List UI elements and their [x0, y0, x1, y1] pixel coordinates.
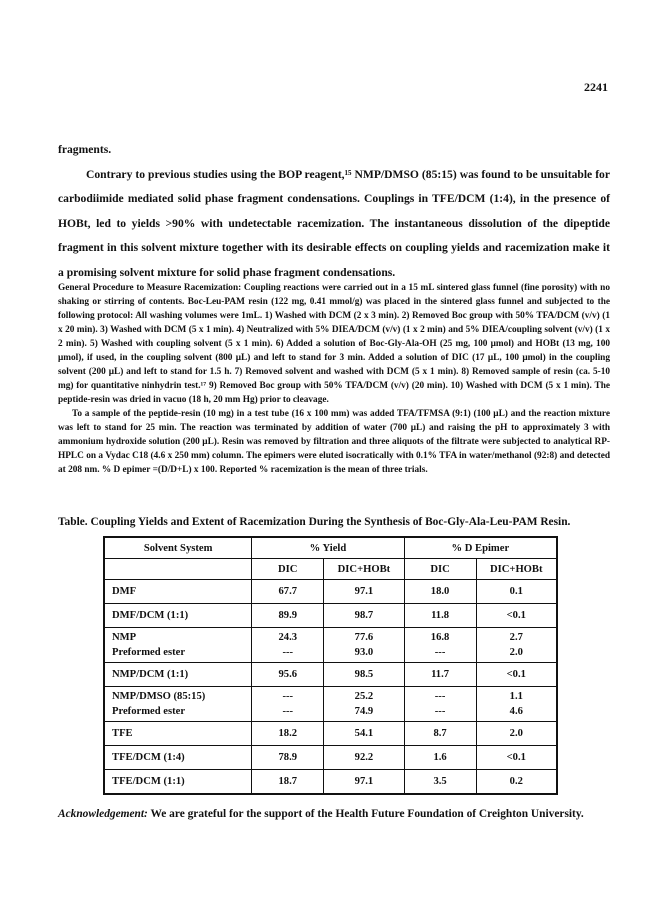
- subheader-epimer-dic-hobt: DIC+HOBt: [476, 559, 557, 580]
- table-caption: Table. Coupling Yields and Extent of Racemization During the Synthesis of Boc-Gly-Ala-Leu-PAM Resin.: [58, 516, 571, 528]
- intro-paragraph: Contrary to previous studies using the BOP reagent,¹⁵ NMP/DMSO (85:15) was found to be unsuitable for carbodiimide mediated solid phase fragment condensations. Couplings in TFE/DCM (1:4), in the presence of HOBt, led to yields >90% with undetectable racemization. The instantaneous dissolution of the dipeptide fragment in this solvent mixture together with its desirable effects on coupling yields and racemization make it a promising solvent mixture for solid phase fragment condensations.: [58, 167, 610, 279]
- value: 24.3: [278, 632, 298, 643]
- solvent-preformed: Preformed ester: [112, 647, 186, 658]
- solvent-cell: TFE/DCM (1:1): [104, 770, 252, 795]
- yield-dic-cell: 78.9: [252, 746, 324, 770]
- epimer-hobt-cell: <0.1: [476, 604, 557, 628]
- epimer-hobt-cell: <0.1: [476, 746, 557, 770]
- yield-dic-cell: 95.6: [252, 663, 324, 687]
- yield-hobt-cell: [324, 628, 404, 663]
- value-preformed: 93.0: [354, 647, 374, 658]
- yield-dic-cell: [252, 687, 324, 722]
- epimer-hobt-cell: [476, 628, 557, 663]
- page-number: 2241: [584, 80, 608, 94]
- table-row: [104, 663, 557, 687]
- yield-hobt-cell: 92.2: [324, 746, 404, 770]
- header-yield: % Yield: [252, 537, 404, 559]
- yield-hobt-cell: 98.5: [324, 663, 404, 687]
- epimer-dic-cell: 11.8: [404, 604, 476, 628]
- table-row: [104, 770, 557, 795]
- epimer-dic-cell: [404, 628, 476, 663]
- acknowledgement-text: We are grateful for the support of the Health Future Foundation of Creighton University.: [147, 808, 584, 820]
- epimer-hobt-cell: 0.2: [476, 770, 557, 795]
- epimer-dic-cell: 3.5: [404, 770, 476, 795]
- value: 1.1: [509, 691, 523, 702]
- epimer-dic-cell: 18.0: [404, 580, 476, 604]
- header-d-epimer: % D Epimer: [404, 537, 557, 559]
- procedure-body: Coupling reactions were carried out in a 15 mL sintered glass funnel (fine porosity) with no shaking or stirring of contents. Boc-Leu-PAM resin (122 mg, 0.41 mmol/g) was placed in the sintered glass funnel and subjected to the following protocol: All washing volumes were 1mL. 1) Washed with DCM (2 x 3 min). 2) Removed Boc group with 50% TFA/DCM (v/v) (1 x 20 min). 3) Washed with DCM (5 x 1 min). 4) Neutralized with 5% DIEA/DCM (v/v) (1 x 2 min) and 5% DIEA/coupling solvent (v/v) (1 x 2 min). 5) Washed with coupling solvent (5 x 1 min). 6) Added a solution of Boc-Gly-Ala-OH (25 mg, 100 μmol) and HOBt (13 mg, 100 μmol), if used, in the coupling solvent (800 μL) and left to stand for 3 min. Added a solution of DIC (17 μL, 100 μmol) in the coupling solvent (200 μL) and left to stand for 1.5 h. 7) Removed solvent and washed with DCM (5 x 1 min). 8) Removed sample of resin (ca. 5-10 mg) for quantitative ninhydrin test.¹⁷ 9) Removed Boc group with 50% TFA/DCM (v/v) (20 min). 10) Washed with DCM (5 x 1 min). The peptide-resin was dried in vacuo (18 h, 20 mm Hg) prior to cleavage.: [58, 283, 610, 405]
- value: 2.7: [509, 632, 523, 643]
- subheader-yield-dic-hobt: DIC+HOBt: [324, 559, 404, 580]
- value: 25.2: [354, 691, 374, 702]
- solvent-cell: [104, 628, 252, 663]
- value-preformed: 74.9: [354, 706, 374, 717]
- solvent-cell: TFE: [104, 722, 252, 746]
- acknowledgement-label: Acknowledgement:: [58, 808, 148, 820]
- table-header-row: [104, 537, 557, 559]
- table-row: [104, 687, 557, 722]
- solvent-cell: [104, 687, 252, 722]
- value-preformed: ---: [282, 706, 294, 717]
- solvent-preformed: Preformed ester: [112, 706, 186, 717]
- epimer-hobt-cell: 2.0: [476, 722, 557, 746]
- value: 16.8: [430, 632, 450, 643]
- yield-hobt-cell: 97.1: [324, 580, 404, 604]
- solvent-name: NMP/DMSO (85:15): [112, 691, 206, 702]
- solvent-cell: NMP/DCM (1:1): [104, 663, 252, 687]
- table-row: [104, 604, 557, 628]
- solvent-cell: DMF: [104, 580, 252, 604]
- intro-section: [58, 138, 610, 286]
- yield-dic-cell: [252, 628, 324, 663]
- epimer-dic-cell: 11.7: [404, 663, 476, 687]
- yield-dic-cell: 67.7: [252, 580, 324, 604]
- yield-dic-cell: 89.9: [252, 604, 324, 628]
- procedure-paragraph-2: To a sample of the peptide-resin (10 mg) in a test tube (16 x 100 mm) was added TFA/TFMSA (9:1) (100 μL) and the reaction mixture was left to stand for 25 min. The reaction was terminated by addition of water (700 μL) and raising the pH to approximately 3 with ammonium hydroxide solution (200 μL). Resin was removed by filtration and three aliquots of the filtrate were subjected to analytical RP-HPLC on a Vydac C18 (4.6 x 250 mm) column. The epimers were eluted isocratically with 0.1% TFA in water/methanol (92:8) and detected at 208 nm. % D epimer =(D/D+L) x 100. Reported % racemization is the mean of three trials.: [58, 409, 610, 475]
- epimer-hobt-cell: <0.1: [476, 663, 557, 687]
- results-table: [103, 536, 558, 795]
- value-preformed: 4.6: [509, 706, 523, 717]
- epimer-hobt-cell: 0.1: [476, 580, 557, 604]
- yield-hobt-cell: [324, 687, 404, 722]
- subheader-epimer-dic: DIC: [404, 559, 476, 580]
- table-row: [104, 746, 557, 770]
- epimer-dic-cell: 1.6: [404, 746, 476, 770]
- yield-hobt-cell: 54.1: [324, 722, 404, 746]
- value-preformed: ---: [434, 647, 446, 658]
- value: ---: [434, 691, 446, 702]
- value-preformed: 2.0: [509, 647, 523, 658]
- procedure-heading: General Procedure to Measure Racemization:: [58, 283, 242, 293]
- value: ---: [282, 691, 294, 702]
- value: 77.6: [354, 632, 374, 643]
- table-row: [104, 580, 557, 604]
- intro-fragment-word: fragments.: [58, 143, 112, 156]
- epimer-dic-cell: [404, 687, 476, 722]
- table-row: [104, 628, 557, 663]
- solvent-cell: DMF/DCM (1:1): [104, 604, 252, 628]
- subheader-blank: [104, 559, 252, 580]
- value-preformed: ---: [434, 706, 446, 717]
- procedure-paragraph: [58, 281, 610, 407]
- solvent-name: NMP: [112, 632, 137, 643]
- value-preformed: ---: [282, 647, 294, 658]
- yield-hobt-cell: 97.1: [324, 770, 404, 795]
- table-row: [104, 722, 557, 746]
- procedure-section: [58, 281, 610, 477]
- yield-dic-cell: 18.2: [252, 722, 324, 746]
- acknowledgement: [58, 808, 638, 820]
- subheader-yield-dic: DIC: [252, 559, 324, 580]
- yield-hobt-cell: 98.7: [324, 604, 404, 628]
- solvent-cell: TFE/DCM (1:4): [104, 746, 252, 770]
- header-solvent-system: Solvent System: [104, 537, 252, 559]
- yield-dic-cell: 18.7: [252, 770, 324, 795]
- epimer-dic-cell: 8.7: [404, 722, 476, 746]
- epimer-hobt-cell: [476, 687, 557, 722]
- table-subheader-row: [104, 559, 557, 580]
